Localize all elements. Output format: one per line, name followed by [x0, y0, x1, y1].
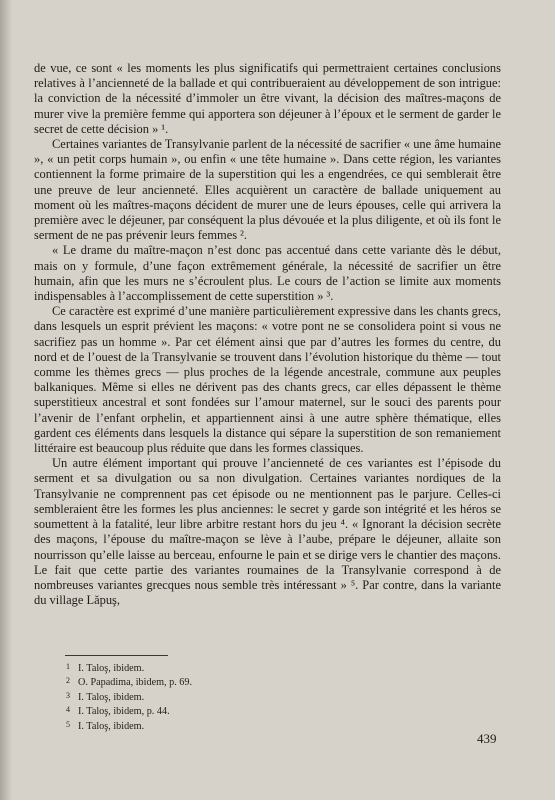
footnotes [66, 661, 366, 733]
footnote-number: 5 [66, 719, 70, 729]
footnote-number: 1 [66, 662, 70, 671]
paragraph-1: de vue, ce sont « les moments les plus significatifs qui permettraient certaines conclusions relatives à l’ancienneté de la ballade et qui contribueraient au développement de son intrigue: la conviction de la nécessité d’immoler un être vivant, la décision des maîtres-maçons de murer vive la première femme qui apportera son déjeuner à l’époux et le serment de garder le secret de cette décision » ¹. [34, 61, 501, 136]
footnote-text: I. Taloş, ibidem. [78, 663, 145, 674]
footnote-text: I. Taloş, ibidem, p. 44. [78, 706, 170, 718]
paragraph-2: Certaines variantes de Transylvanie parlent de la nécessité de sacrifier « une âme humaine », « un petit corps humain », ou enfin « une tête humaine ». Dans cette région, les variantes contiennent la forme primaire de la superstition qui les a engendrées, ce qui semblerait être une preuve de leur ancienneté. Elles acquièrent un caractère de ballade uniquement au moment où les maîtres-maçons décident de murer une de leurs épouses, celle qui arrivera la première avec le déjeuner, par conséquent la plus dévouée et la plus diligente, et où ils font le serment de ne pas prévenir leurs femmes ². [34, 137, 501, 243]
footnote-text: I. Taloş, ibidem. [78, 720, 145, 732]
paragraph-4: Ce caractère est exprimé d’une manière particulièrement expressive dans les chants grecs, dans lesquels un esprit prévient les maçons: « votre pont ne se consolidera point si vous ne sacrifiez pas un homme ». Par cet élément ainsi que par d’autres les formes du centre, du nord et de l’ouest de la Transylvanie se trouvent dans l’évolution historique du thème — tout comme les thèmes grecs — plus proches de la légende ancestrale, commune aux peuples balkaniques. Même si elles ne dérivent pas des chants grecs, car elles dépassent le thème superstitieux ancestral et sont fondées sur l’amour maternel, sur le souci des parents pour l’avenir de l’enfant orphelin, et appartiennent ainsi à une autre sphère thématique, elles gardent ces éléments dans lesquels la distance qui sépare la superstition de son remaniement littéraire est beaucoup plus réduite que dans les formes classiques. [34, 304, 501, 456]
paragraph-3: « Le drame du maître-maçon n’est donc pas accentué dans cette variante dès le début, mais on y formule, d’une façon extrêmement générale, la nécessité de sacrifier un être humain, afin que les murs ne s’écroulent plus. Le cours de l’action se limite aux moments indispensables à l’accomplissement de cette superstition » ³. [34, 243, 501, 304]
footnote-text: I. Taloş, ibidem. [78, 691, 145, 703]
body-text [34, 61, 501, 608]
page-number: 439 [477, 731, 497, 746]
footnote-divider [65, 655, 168, 656]
footnote-4 [66, 704, 366, 718]
footnote-number: 2 [66, 676, 70, 686]
footnote-3 [66, 690, 366, 704]
page-edge-shadow [0, 0, 12, 800]
footnote-number: 4 [66, 705, 70, 715]
footnote-number: 3 [66, 690, 70, 700]
paragraph-5: Un autre élément important qui prouve l’ancienneté de ces variantes est l’épisode du serment et sa divulgation ou sa non divulgation. Certaines variantes nordiques de la Transylvanie ne comprennent pas cet épisode ou ne mentionnent pas le parjure. Celles-ci sembleraient être les formes les plus anciennes: le secret y garde son intégrité et les héros se soumettent à la fatalité, leur libre arbitre restant hors du jeu ⁴. « Ignorant la décision secrète des maçons, l’épouse du maître-maçon se lève à l’aube, prépare le déjeuner, allaite son nourrisson qu’elle laisse au berceau, enfourne le pain et se dirige vers le chantier des maçons. Le fait que cette partie des variantes roumaines de la Transylvanie correspond à de nombreuses variantes grecques nous semble très intéressant » ⁵. Par contre, dans la variante du village Lăpuş, [34, 456, 501, 608]
footnote-2 [66, 675, 366, 689]
footnote-text: O. Papadima, ibidem, p. 69. [78, 677, 193, 689]
footnote-1 [66, 661, 366, 675]
footnote-5 [66, 719, 366, 733]
